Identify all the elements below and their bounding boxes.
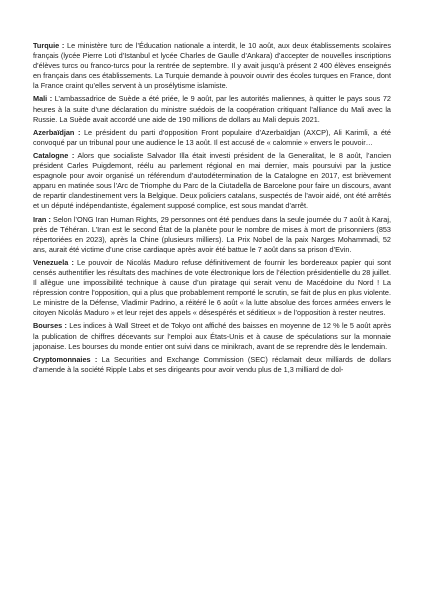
entry-text: Le pouvoir de Nicolás Maduro refuse définitivement de fournir les bordereaux papier qui sont censés authentifier les résultats des machines de vote électronique lors de l’élection présidentielle du 28 juillet. Il allègue une impossibilité technique à cause d’un piratage qui serait venu de Macédoine du Nord ! La répression contre l’opposition, qui a plus que probablement remporté le scrutin, se fait de plus en plus violente. Le ministre de la Défense, Vladimir Padrino, a réitéré le 6 août « la lutte absolue des forces armées envers le citoyen Nicolás Maduro » et leur rejet des appels « désespérés et séditieux » de l’opposition à rester neutres.: [33, 257, 391, 318]
entry-heading: Cryptomonnaies :: [33, 354, 98, 364]
entry-text: Le ministère turc de l’Éducation nationale a interdit, le 10 août, aux deux établissements scolaires français (lycée Pierre Loti d’Istanbul et lycée Charles de Gaulle d’Ankara) d’accepter de nouvelles inscriptions d’élèves turcs ou franco-turcs pour la rentrée de septembre. Il y avait jusqu’à présent 2 400 élèves enseignés en français dans ces établissements. La Turquie demande à pouvoir ouvrir des écoles turques en France, dont la France craint qu’elles servent à un prosélytisme islamiste.: [33, 41, 391, 91]
news-entry-bourses: [33, 321, 391, 351]
news-entry-iran: [33, 215, 391, 255]
news-entry-mali: [33, 94, 391, 124]
entry-text: La Securities and Exchange Commission (SEC) réclamait deux milliards de dollars d’amende à la société Ripple Labs et ses dirigeants pour avoir vendu plus de 1,3 milliard de dol-: [33, 354, 391, 374]
entry-text: L’ambassadrice de Suède a été priée, le 9 août, par les autorités maliennes, à quitter le pays sous 72 heures à la suite d’une déclaration du ministre suédois de la coopération critiquant l’alliance du Mali avec la Russie. La Suède avait accordé une aide de 190 millions de dollars au Mali depuis 2021.: [33, 94, 391, 124]
entry-text: Alors que socialiste Salvador Illa était investi président de la Generalitat, le 8 août, l’ancien président Carles Puigdemont, réélu au parlement régional en mai dernier, mais poursuivi par la justice espagnole pour avoir organisé un référendum d’autodétermination de la Catalogne en 2017, est brièvement apparu en matinée sous l’Arc de Triomphe du Parc de la Ciutadella de Barcelone pour faire un discours, avant de repartir clandestinement vers la Belgique. Deux policiers catalans, suspectés de l’avoir aidé, ont été arrêtés et un député indépendantiste, également supposé complice, est sous mandat d’arrêt.: [33, 150, 392, 211]
entry-heading: Iran :: [33, 214, 51, 224]
news-entry-catalogne: [33, 151, 391, 212]
news-entry-azerbaidjan: [33, 128, 391, 148]
entry-heading: Mali :: [33, 94, 53, 104]
entry-heading: Catalogne :: [33, 150, 75, 160]
news-entry-turquie: [33, 41, 391, 91]
entry-text: Selon l’ONG Iran Human Rights, 29 personnes ont été pendues dans la seule journée du 7 août à Karaj, près de Téhéran. L’Iran est le second État de la planète pour le nombre de mises à mort de prisonniers (853 répertoriées en 2023), après la Chine (plusieurs milliers). La Prix Nobel de la paix Narges Mohammadi, 52 ans, aurait été victime d’une crise cardiaque après avoir été battue le 7 août dans sa prison d’Evin.: [33, 214, 391, 254]
entry-text: Le président du parti d’opposition Front populaire d’Azerbaïdjan (AXCP), Ali Karimli, a été convoqué par un tribunal pour une audience le 13 août. Il est accusé de « calomnie » envers le pouvoir…: [33, 127, 391, 147]
entry-heading: Turquie :: [33, 41, 65, 50]
entry-heading: Venezuela :: [33, 257, 74, 267]
news-entry-venezuela: [33, 258, 391, 319]
entry-text: Les indices à Wall Street et de Tokyo ont affiché des baisses en moyenne de 12 % le 5 août après la publication de chiffres décevants sur l’emploi aux États-Unis et à cause de spéculations sur la monnaie japonaise. Les bourses du monde entier ont suivi dans ce minikrach, avant de se reprendre dès le lendemain.: [33, 321, 391, 351]
news-entry-cryptomonnaies: [33, 355, 391, 375]
entry-heading: Bourses :: [33, 321, 67, 331]
entry-heading: Azerbaïdjan :: [33, 127, 81, 137]
